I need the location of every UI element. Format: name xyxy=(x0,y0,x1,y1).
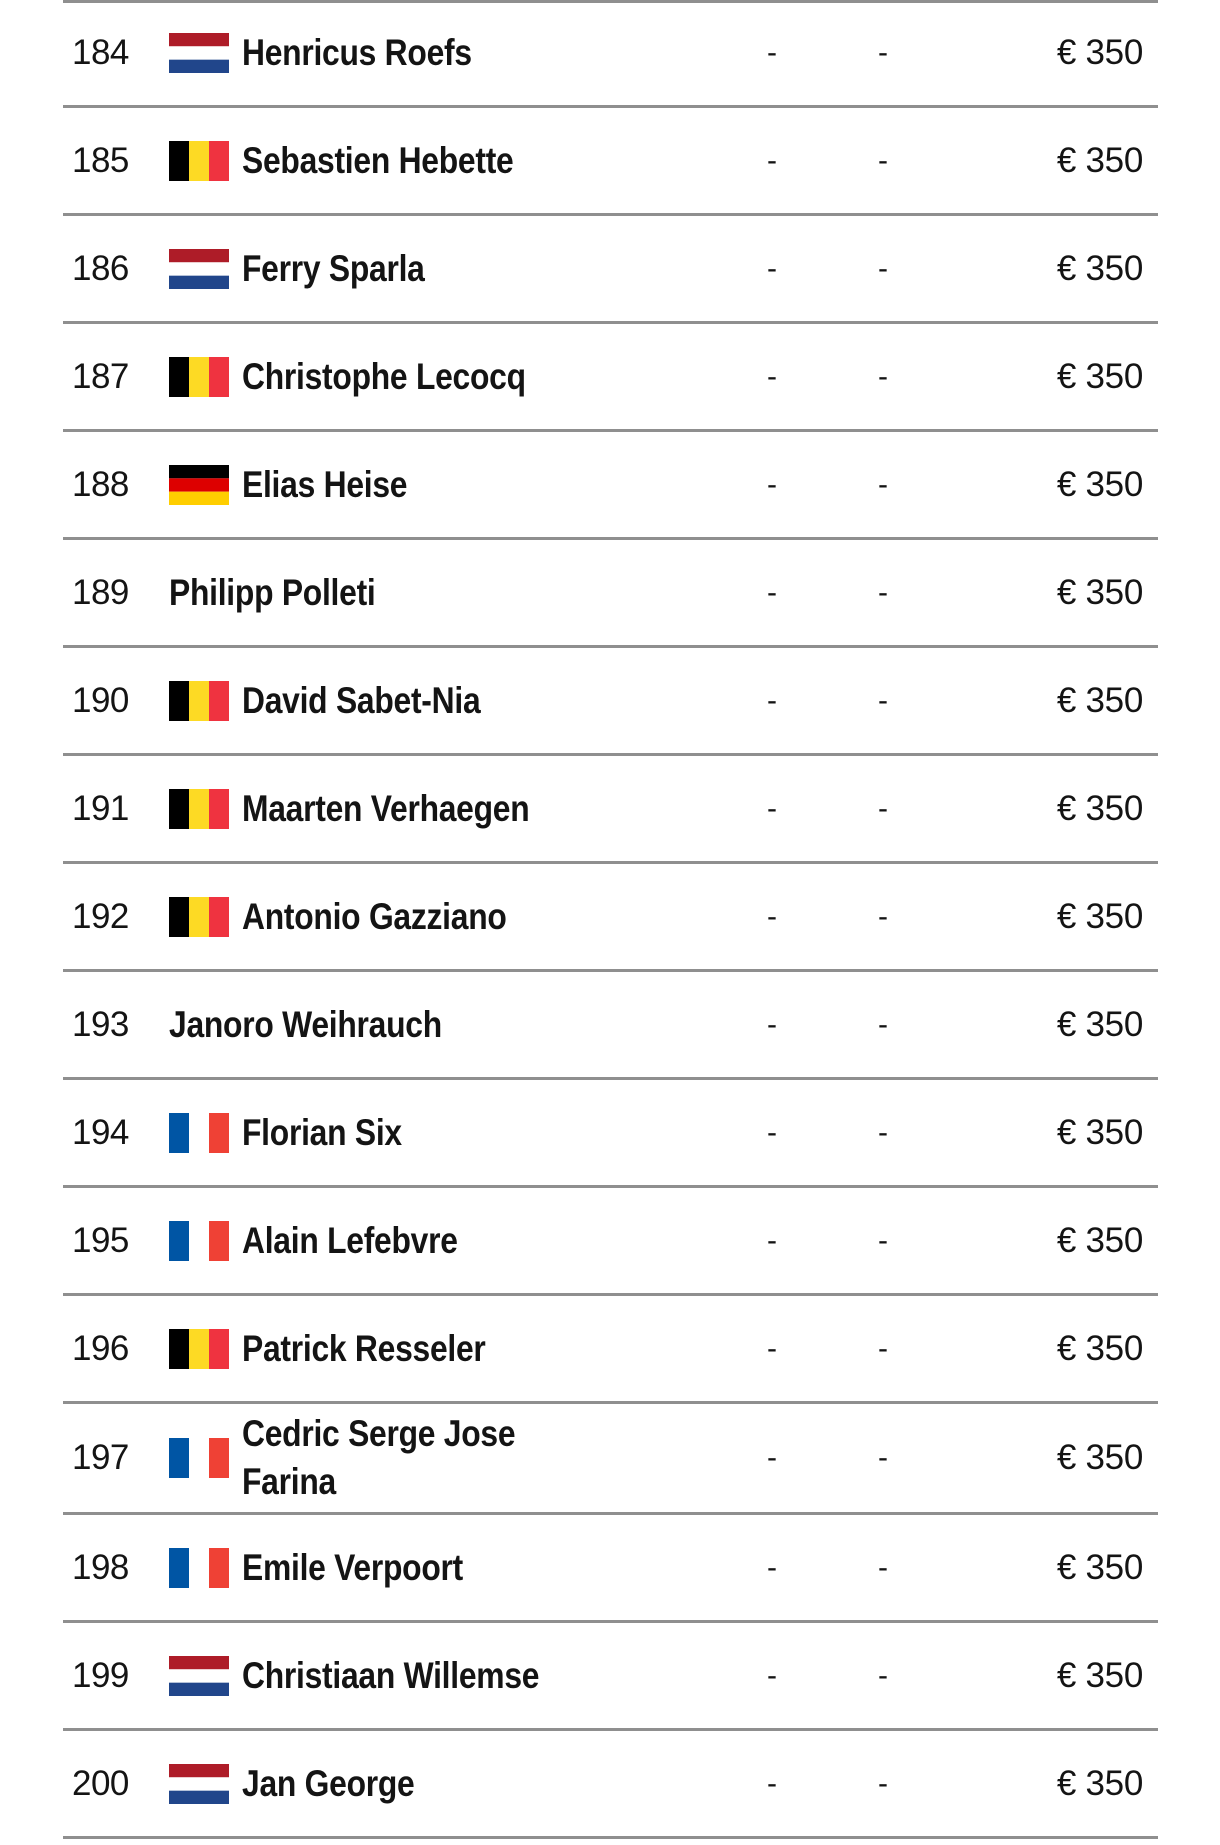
rank-number: 193 xyxy=(72,1004,129,1044)
prize-amount: € 350 xyxy=(1056,356,1143,396)
column-value: - xyxy=(767,899,777,933)
belgium-flag-icon xyxy=(169,897,229,937)
table-row[interactable] xyxy=(63,864,1158,972)
column-value: - xyxy=(878,1550,888,1584)
column-value: - xyxy=(767,575,777,609)
prize-amount: € 350 xyxy=(1056,572,1143,612)
player-name[interactable]: Jan George xyxy=(242,1762,415,1804)
rank-number: 186 xyxy=(72,248,129,288)
column-value: - xyxy=(878,1115,888,1149)
column-value: - xyxy=(767,683,777,717)
column-value: - xyxy=(767,1550,777,1584)
column-value: - xyxy=(767,1007,777,1041)
column-value: - xyxy=(878,1658,888,1692)
column-value: - xyxy=(878,359,888,393)
table-row[interactable] xyxy=(63,108,1158,216)
column-value: - xyxy=(767,251,777,285)
table-row[interactable] xyxy=(63,1404,1158,1515)
prize-amount: € 350 xyxy=(1056,32,1143,72)
prize-amount: € 350 xyxy=(1056,1438,1143,1477)
prize-amount: € 350 xyxy=(1056,1220,1143,1260)
column-value: - xyxy=(878,1766,888,1800)
france-flag-icon xyxy=(169,1221,229,1261)
player-name[interactable]: Elias Heise xyxy=(242,463,408,505)
column-value: - xyxy=(767,467,777,501)
player-name[interactable]: Antonio Gazziano xyxy=(242,895,507,937)
player-name[interactable]: David Sabet-Nia xyxy=(242,679,481,721)
prize-amount: € 350 xyxy=(1056,788,1143,828)
rank-number: 188 xyxy=(72,464,129,504)
prize-amount: € 350 xyxy=(1056,896,1143,936)
prize-amount: € 350 xyxy=(1056,248,1143,288)
table-row[interactable] xyxy=(63,648,1158,756)
column-value: - xyxy=(767,359,777,393)
table-row[interactable] xyxy=(63,1296,1158,1404)
player-name[interactable]: Janoro Weihrauch xyxy=(169,1003,442,1045)
player-name[interactable]: Cedric Serge Jose Farina xyxy=(242,1413,516,1502)
netherlands-flag-icon xyxy=(169,1764,229,1804)
column-value: - xyxy=(878,467,888,501)
player-name[interactable]: Florian Six xyxy=(242,1111,402,1153)
prize-amount: € 350 xyxy=(1056,1547,1143,1587)
table-row[interactable] xyxy=(63,324,1158,432)
rank-number: 190 xyxy=(72,680,129,720)
player-name[interactable]: Christiaan Willemse xyxy=(242,1654,540,1696)
germany-flag-icon xyxy=(169,465,229,505)
column-value: - xyxy=(878,791,888,825)
table-row[interactable] xyxy=(63,432,1158,540)
belgium-flag-icon xyxy=(169,681,229,721)
rank-number: 195 xyxy=(72,1220,129,1260)
prize-amount: € 350 xyxy=(1056,1112,1143,1152)
table-row[interactable] xyxy=(63,1623,1158,1731)
prize-amount: € 350 xyxy=(1056,1004,1143,1044)
rank-number: 197 xyxy=(72,1438,129,1477)
column-value: - xyxy=(767,1331,777,1365)
column-value: - xyxy=(767,1658,777,1692)
column-value: - xyxy=(878,1223,888,1257)
belgium-flag-icon xyxy=(169,789,229,829)
column-value: - xyxy=(878,1331,888,1365)
column-value: - xyxy=(878,251,888,285)
player-name[interactable]: Emile Verpoort xyxy=(242,1546,463,1588)
player-name[interactable]: Philipp Polleti xyxy=(169,571,376,613)
belgium-flag-icon xyxy=(169,1329,229,1369)
column-value: - xyxy=(878,683,888,717)
column-value: - xyxy=(878,1441,888,1474)
player-name[interactable]: Alain Lefebvre xyxy=(242,1219,458,1261)
column-value: - xyxy=(878,899,888,933)
player-name[interactable]: Ferry Sparla xyxy=(242,247,425,289)
column-value: - xyxy=(878,143,888,177)
france-flag-icon xyxy=(169,1548,229,1588)
belgium-flag-icon xyxy=(169,357,229,397)
player-name[interactable]: Patrick Resseler xyxy=(242,1327,486,1369)
column-value: - xyxy=(767,1766,777,1800)
prize-amount: € 350 xyxy=(1056,464,1143,504)
rank-number: 196 xyxy=(72,1328,129,1368)
column-value: - xyxy=(878,35,888,69)
table-row[interactable] xyxy=(63,1080,1158,1188)
table-row[interactable] xyxy=(63,540,1158,648)
player-name[interactable]: Sebastien Hebette xyxy=(242,139,514,181)
player-name[interactable]: Maarten Verhaegen xyxy=(242,787,530,829)
france-flag-icon xyxy=(169,1438,229,1478)
table-row[interactable] xyxy=(63,0,1158,108)
player-name[interactable]: Christophe Lecocq xyxy=(242,355,526,397)
table-row[interactable] xyxy=(63,756,1158,864)
rank-number: 192 xyxy=(72,896,129,936)
rank-number: 199 xyxy=(72,1655,129,1695)
netherlands-flag-icon xyxy=(169,33,229,73)
rank-number: 185 xyxy=(72,140,129,180)
rank-number: 187 xyxy=(72,356,129,396)
column-value: - xyxy=(767,1223,777,1257)
column-value: - xyxy=(767,1115,777,1149)
column-value: - xyxy=(767,143,777,177)
netherlands-flag-icon xyxy=(169,249,229,289)
france-flag-icon xyxy=(169,1113,229,1153)
netherlands-flag-icon xyxy=(169,1656,229,1696)
rank-number: 184 xyxy=(72,32,129,72)
column-value: - xyxy=(767,791,777,825)
column-value: - xyxy=(767,1441,777,1474)
prize-amount: € 350 xyxy=(1056,140,1143,180)
rank-number: 191 xyxy=(72,788,129,828)
prize-amount: € 350 xyxy=(1056,1763,1143,1803)
table-row[interactable] xyxy=(63,1515,1158,1623)
prize-amount: € 350 xyxy=(1056,1655,1143,1695)
table-row[interactable] xyxy=(63,216,1158,324)
rank-number: 194 xyxy=(72,1112,129,1152)
table-row[interactable] xyxy=(63,1188,1158,1296)
column-value: - xyxy=(767,35,777,69)
player-name[interactable]: Henricus Roefs xyxy=(242,31,472,73)
prize-amount: € 350 xyxy=(1056,1328,1143,1368)
rank-number: 200 xyxy=(72,1763,129,1803)
column-value: - xyxy=(878,1007,888,1041)
table-row[interactable] xyxy=(63,1731,1158,1839)
column-value: - xyxy=(878,575,888,609)
prize-amount: € 350 xyxy=(1056,680,1143,720)
belgium-flag-icon xyxy=(169,141,229,181)
rank-number: 198 xyxy=(72,1547,129,1587)
table-row[interactable] xyxy=(63,972,1158,1080)
ranking-list xyxy=(63,0,1158,1839)
rank-number: 189 xyxy=(72,572,129,612)
